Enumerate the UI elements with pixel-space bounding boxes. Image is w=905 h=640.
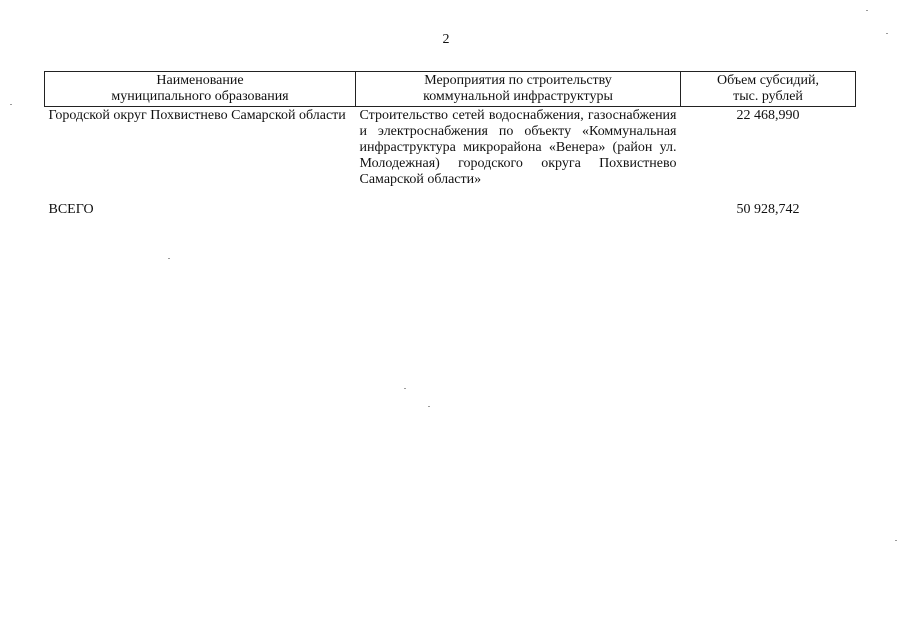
subsidies-table <box>44 71 856 218</box>
scan-speck <box>895 540 897 541</box>
header-activity-line-2: коммунальной инфраструктуры <box>423 89 613 104</box>
header-amount-line-2: тыс. рублей <box>733 89 803 104</box>
row-activity: Строительство сетей водоснабжения, газоснабжения и электроснабжения по объекту «Коммунальная инфраструктура микрорайона «Венера» (район ул. Молодежная) городского округа Похвистнево Самарской области» <box>359 108 677 187</box>
row-municipality: Городской округ Похвистнево Самарской области <box>48 108 346 123</box>
header-municipality <box>45 72 356 107</box>
row-amount: 22 468,990 <box>736 108 800 123</box>
scan-speck <box>10 104 12 105</box>
header-municipality-line-2: муниципального образования <box>111 89 289 104</box>
table-row <box>45 107 856 189</box>
table-header-row <box>45 72 856 107</box>
scan-speck <box>866 10 868 11</box>
header-activity <box>356 72 681 107</box>
header-amount <box>681 72 856 107</box>
header-amount-line-1: Объем субсидий, <box>717 73 819 88</box>
scan-speck <box>404 388 406 389</box>
total-label: ВСЕГО <box>48 202 94 217</box>
total-amount: 50 928,742 <box>736 202 800 217</box>
total-row <box>45 188 856 218</box>
header-municipality-line-1: Наименование <box>156 73 244 88</box>
scan-speck <box>886 33 888 34</box>
total-empty-cell <box>356 188 681 218</box>
scan-speck <box>428 406 430 407</box>
header-activity-line-1: Мероприятия по строительству <box>424 73 612 88</box>
scan-speck <box>168 258 170 259</box>
page-number: 2 <box>442 32 450 47</box>
